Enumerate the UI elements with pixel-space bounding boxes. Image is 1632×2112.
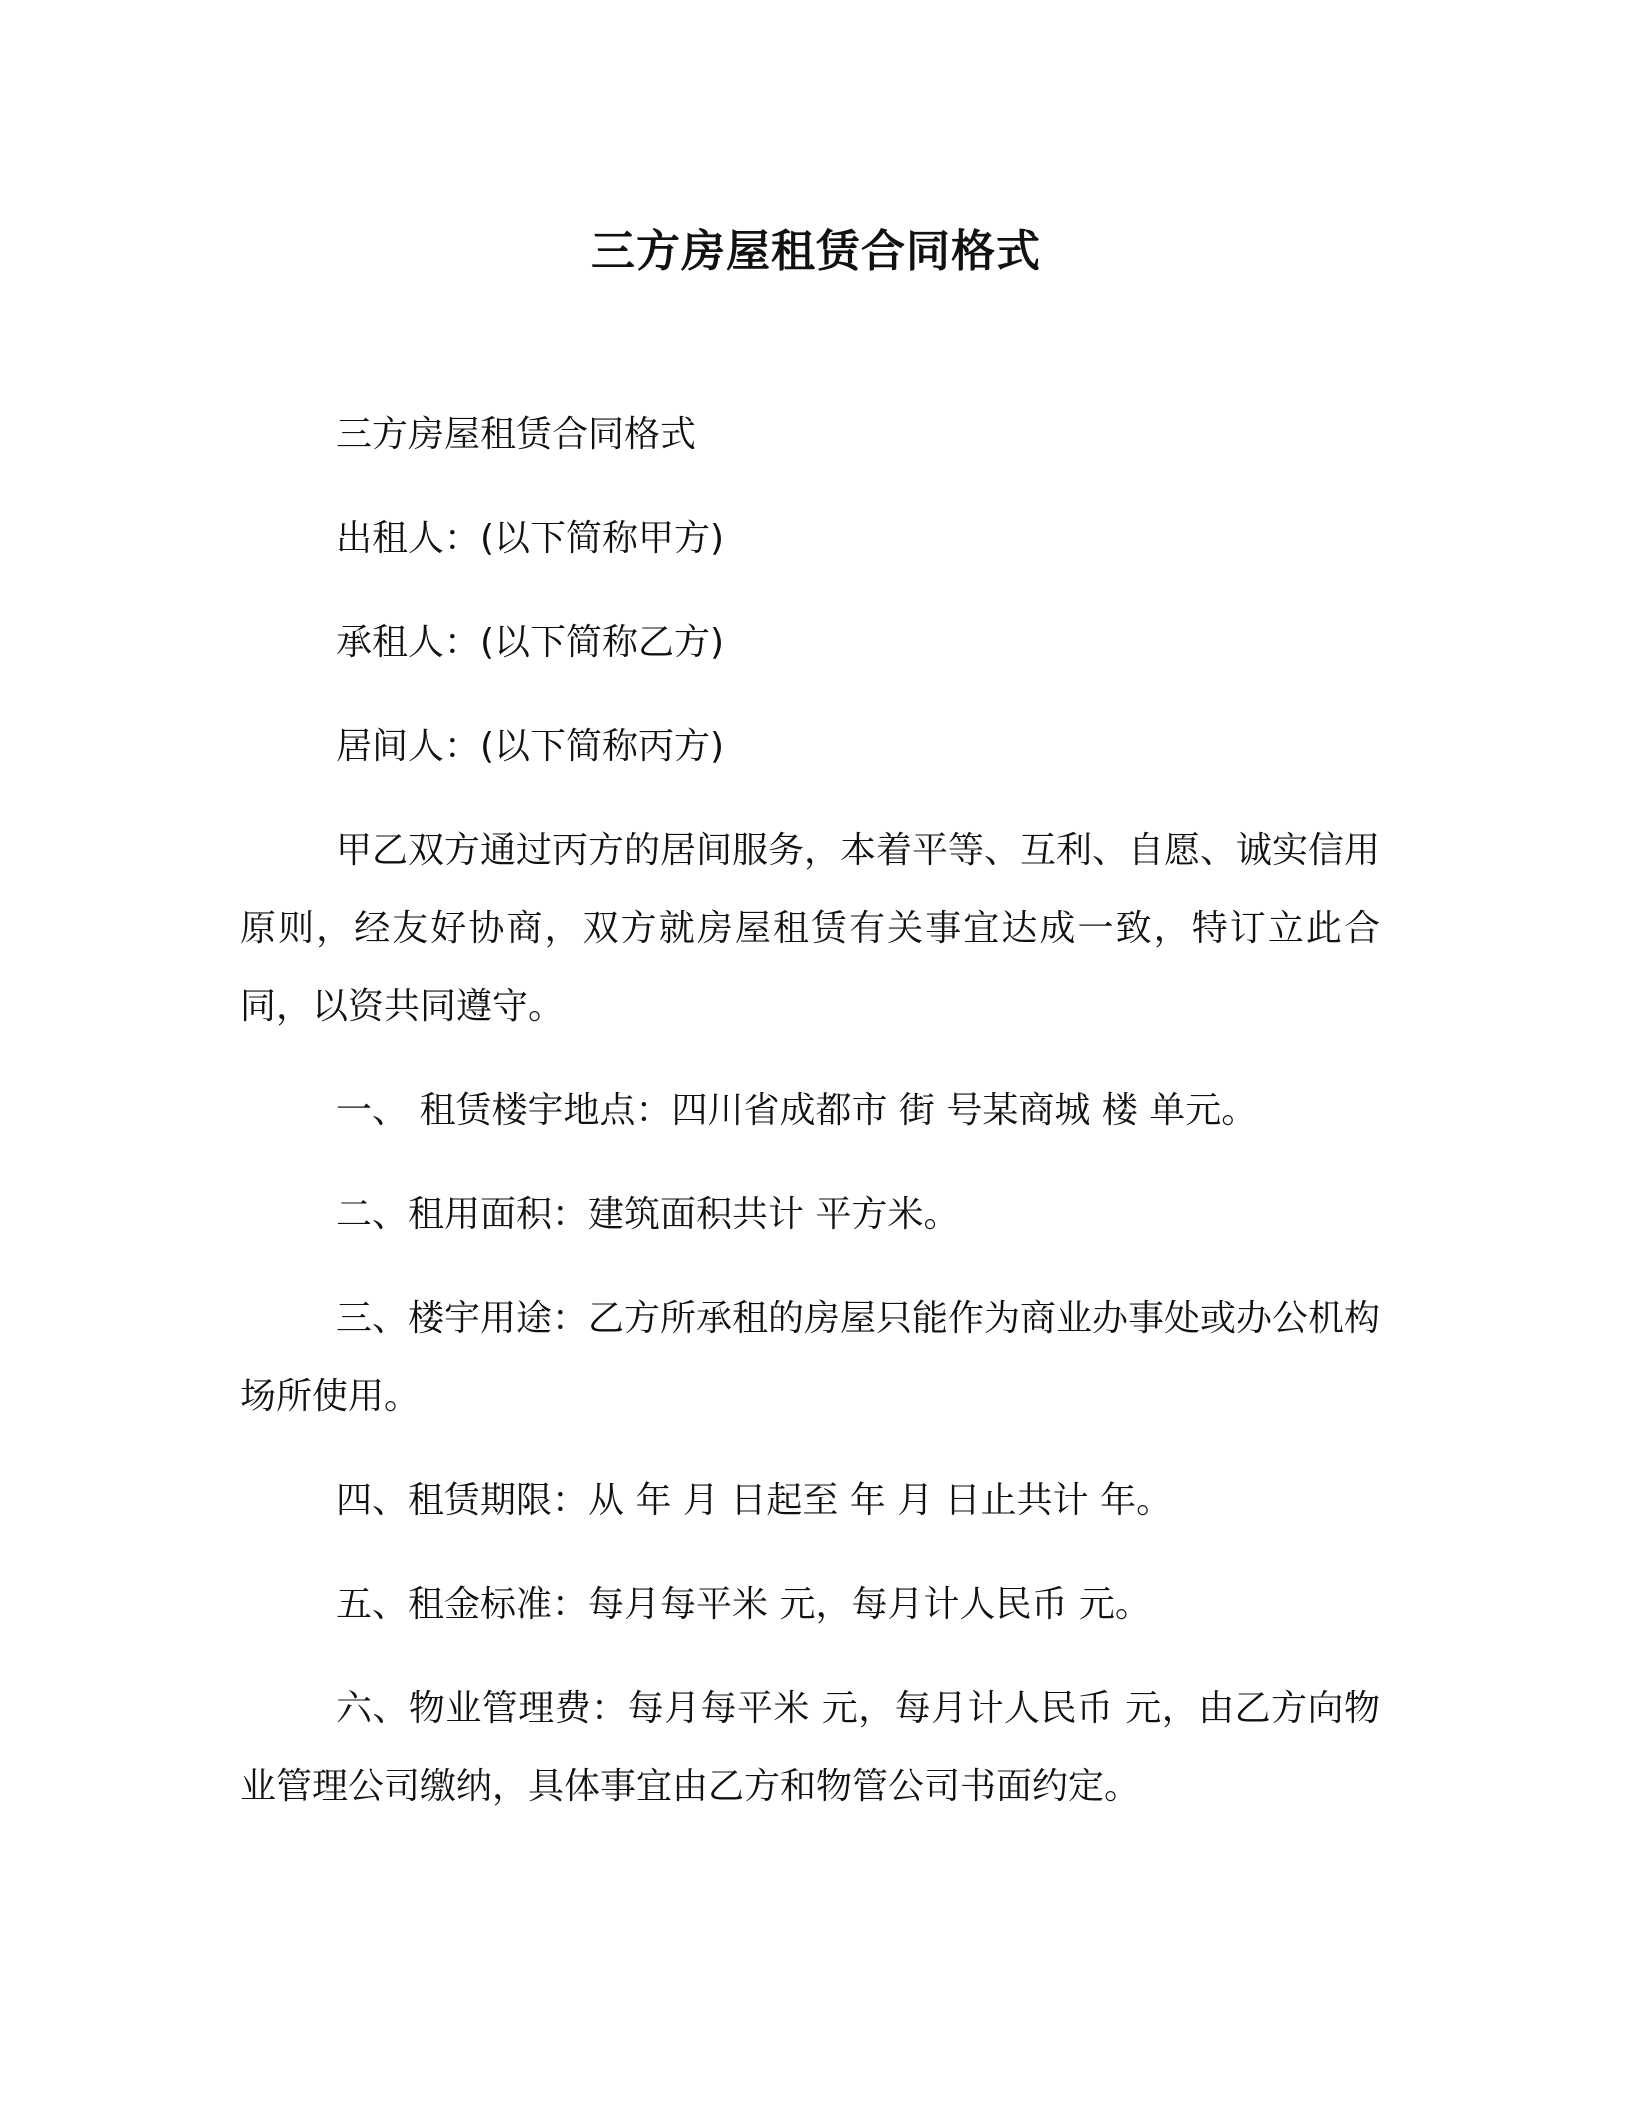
- paragraph-lessee: 承租人：(以下简称乙方): [336, 622, 725, 663]
- paragraph-subtitle: 三方房屋租赁合同格式: [336, 414, 697, 455]
- paragraph-clause-5-rent: 五、租金标准：每月每平米 元，每月计人民币 元。: [336, 1584, 1151, 1625]
- paragraph-clause-6-property-fee: 六、物业管理费：每月每平米 元，每月计人民币 元，由乙方向物业管理公司缴纳，具体事宜由乙方和物管公司书面约定。: [240, 1688, 1380, 1807]
- document-body: [240, 396, 1380, 1852]
- paragraph-clause-4-term: 四、租赁期限：从 年 月 日起至 年 月 日止共计 年。: [336, 1480, 1173, 1521]
- paragraph-preamble: 甲乙双方通过丙方的居间服务，本着平等、互利、自愿、诚实信用原则，经友好协商，双方就房屋租赁有关事宜达成一致，特订立此合同，以资共同遵守。: [240, 830, 1381, 1027]
- document-title: 三方房屋租赁合同格式: [591, 226, 1041, 277]
- paragraph-intermediary: 居间人：(以下简称丙方): [336, 726, 725, 767]
- paragraph-lessor: 出租人：(以下简称甲方): [336, 518, 725, 559]
- paragraph-clause-3-use: 三、楼宇用途：乙方所承租的房屋只能作为商业办事处或办公机构场所使用。: [240, 1298, 1381, 1417]
- paragraph-clause-2-area: 二、租用面积：建筑面积共计 平方米。: [336, 1194, 960, 1235]
- paragraph-clause-1-location: 一、 租赁楼宇地点：四川省成都市 街 号某商城 楼 单元。: [336, 1090, 1258, 1131]
